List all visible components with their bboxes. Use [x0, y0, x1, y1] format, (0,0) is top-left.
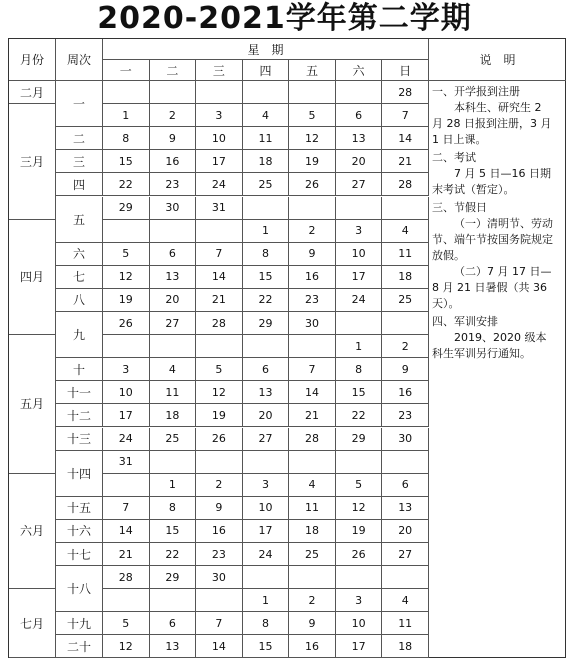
- day-cell: 5: [196, 358, 243, 381]
- week-label: 十二: [56, 404, 103, 427]
- day-cell: 12: [103, 266, 150, 289]
- day-cell: 19: [289, 150, 336, 173]
- day-cell: 9: [382, 358, 429, 381]
- week-label: 十五: [56, 497, 103, 520]
- day-cell: 30: [289, 312, 336, 335]
- day-cell: 18: [382, 266, 429, 289]
- day-cell: 16: [289, 266, 336, 289]
- week-label: 十八: [56, 566, 103, 612]
- week-label: 十九: [56, 612, 103, 635]
- week-label: 三: [56, 150, 103, 173]
- day-cell: 10: [336, 612, 383, 635]
- day-cell: 12: [289, 127, 336, 150]
- remark-heading: 四、军训安排: [432, 315, 498, 328]
- day-cell: 28: [196, 312, 243, 335]
- day-cell: [243, 197, 290, 220]
- day-cell: 24: [103, 428, 150, 451]
- header-remarks: 说 明: [429, 39, 566, 81]
- day-cell: 16: [150, 150, 197, 173]
- weekday-header: 五: [289, 60, 336, 81]
- remark-body: 2019、2020 级本科生军训另行通知。: [432, 331, 547, 360]
- weekday-header: 一: [103, 60, 150, 81]
- day-cell: [243, 451, 290, 474]
- week-label: 十七: [56, 543, 103, 566]
- day-cell: 18: [289, 520, 336, 543]
- day-cell: 17: [336, 635, 383, 658]
- week-label: 五: [56, 197, 103, 243]
- day-cell: 28: [289, 428, 336, 451]
- day-cell: 4: [382, 220, 429, 243]
- remark-body: （一）清明节、劳动节、端午节按国务院规定放假。: [432, 217, 553, 262]
- day-cell: 9: [196, 497, 243, 520]
- day-cell: 1: [336, 335, 383, 358]
- day-cell: [336, 197, 383, 220]
- day-cell: 12: [196, 381, 243, 404]
- day-cell: 1: [150, 474, 197, 497]
- week-label: 一: [56, 81, 103, 127]
- day-cell: 3: [336, 220, 383, 243]
- day-cell: [243, 81, 290, 104]
- month-label: 三月: [9, 104, 56, 220]
- day-cell: 29: [150, 566, 197, 589]
- day-cell: 14: [289, 381, 336, 404]
- day-cell: 6: [150, 243, 197, 266]
- day-cell: 20: [150, 289, 197, 312]
- day-cell: 15: [336, 381, 383, 404]
- day-cell: 29: [243, 312, 290, 335]
- day-cell: 25: [243, 173, 290, 196]
- day-cell: 7: [289, 358, 336, 381]
- day-cell: 12: [103, 635, 150, 658]
- day-cell: 4: [382, 589, 429, 612]
- week-label: 八: [56, 289, 103, 312]
- day-cell: 1: [243, 589, 290, 612]
- day-cell: 5: [289, 104, 336, 127]
- day-cell: 26: [289, 173, 336, 196]
- day-cell: 11: [150, 381, 197, 404]
- day-cell: [196, 589, 243, 612]
- day-cell: 23: [382, 404, 429, 427]
- day-cell: [103, 474, 150, 497]
- day-cell: 10: [196, 127, 243, 150]
- day-cell: 22: [336, 404, 383, 427]
- day-cell: [150, 81, 197, 104]
- day-cell: 11: [382, 243, 429, 266]
- remark-body: （二）7 月 17 日—8 月 21 日暑假（共 36 天）。: [432, 265, 552, 310]
- week-label: 十三: [56, 428, 103, 451]
- day-cell: 24: [196, 173, 243, 196]
- day-cell: 30: [150, 197, 197, 220]
- day-cell: 19: [196, 404, 243, 427]
- day-cell: [196, 451, 243, 474]
- day-cell: [289, 197, 336, 220]
- day-cell: 21: [196, 289, 243, 312]
- month-label: 四月: [9, 220, 56, 336]
- week-label: 十: [56, 358, 103, 381]
- day-cell: 9: [289, 243, 336, 266]
- day-cell: 5: [336, 474, 383, 497]
- day-cell: 27: [382, 543, 429, 566]
- remark-heading: 三、节假日: [432, 201, 487, 214]
- remark-heading: 二、考试: [432, 151, 476, 164]
- day-cell: 13: [336, 127, 383, 150]
- day-cell: 20: [382, 520, 429, 543]
- day-cell: 17: [243, 520, 290, 543]
- day-cell: [196, 335, 243, 358]
- day-cell: [382, 566, 429, 589]
- day-cell: 31: [103, 451, 150, 474]
- day-cell: 23: [150, 173, 197, 196]
- day-cell: 22: [150, 543, 197, 566]
- page-title: 2020-2021学年第二学期: [97, 1, 472, 36]
- day-cell: 16: [196, 520, 243, 543]
- week-label: 二: [56, 127, 103, 150]
- day-cell: [150, 220, 197, 243]
- day-cell: 3: [243, 474, 290, 497]
- day-cell: 14: [382, 127, 429, 150]
- day-cell: 17: [336, 266, 383, 289]
- header-month: 月份: [9, 39, 56, 81]
- day-cell: 24: [336, 289, 383, 312]
- day-cell: 11: [382, 612, 429, 635]
- day-cell: 12: [336, 497, 383, 520]
- day-cell: 26: [103, 312, 150, 335]
- day-cell: 20: [336, 150, 383, 173]
- week-label: 二十: [56, 635, 103, 658]
- day-cell: [243, 566, 290, 589]
- weekday-header: 二: [150, 60, 197, 81]
- day-cell: 16: [289, 635, 336, 658]
- day-cell: 26: [336, 543, 383, 566]
- header-weekday-group: 星 期: [103, 39, 429, 60]
- day-cell: 4: [150, 358, 197, 381]
- day-cell: 2: [150, 104, 197, 127]
- day-cell: [103, 81, 150, 104]
- day-cell: 10: [243, 497, 290, 520]
- day-cell: 7: [196, 243, 243, 266]
- day-cell: [289, 566, 336, 589]
- weekday-header: 六: [336, 60, 383, 81]
- day-cell: 18: [150, 404, 197, 427]
- remark-heading: 一、开学报到注册: [432, 85, 520, 98]
- day-cell: 8: [243, 243, 290, 266]
- day-cell: 22: [243, 289, 290, 312]
- day-cell: 8: [150, 497, 197, 520]
- day-cell: [289, 81, 336, 104]
- day-cell: 18: [243, 150, 290, 173]
- day-cell: 6: [382, 474, 429, 497]
- day-cell: 14: [103, 520, 150, 543]
- remarks-panel: [428, 80, 558, 620]
- day-cell: 13: [150, 266, 197, 289]
- day-cell: 27: [336, 173, 383, 196]
- week-label: 四: [56, 173, 103, 196]
- day-cell: 8: [336, 358, 383, 381]
- day-cell: 25: [382, 289, 429, 312]
- day-cell: 8: [103, 127, 150, 150]
- day-cell: 30: [382, 428, 429, 451]
- day-cell: [336, 451, 383, 474]
- day-cell: 9: [150, 127, 197, 150]
- day-cell: 15: [103, 150, 150, 173]
- day-cell: 28: [103, 566, 150, 589]
- day-cell: [150, 335, 197, 358]
- day-cell: 9: [289, 612, 336, 635]
- day-cell: [243, 335, 290, 358]
- day-cell: 31: [196, 197, 243, 220]
- day-cell: 8: [243, 612, 290, 635]
- day-cell: 14: [196, 266, 243, 289]
- day-cell: 6: [336, 104, 383, 127]
- day-cell: 5: [103, 243, 150, 266]
- day-cell: [150, 451, 197, 474]
- day-cell: 15: [150, 520, 197, 543]
- month-label: 七月: [9, 589, 56, 658]
- day-cell: [382, 197, 429, 220]
- day-cell: 13: [382, 497, 429, 520]
- day-cell: 7: [382, 104, 429, 127]
- day-cell: [336, 312, 383, 335]
- day-cell: 10: [336, 243, 383, 266]
- day-cell: 28: [382, 173, 429, 196]
- day-cell: 21: [382, 150, 429, 173]
- day-cell: 23: [289, 289, 336, 312]
- day-cell: 19: [103, 289, 150, 312]
- day-cell: 2: [196, 474, 243, 497]
- day-cell: 15: [243, 635, 290, 658]
- weekday-header: 四: [243, 60, 290, 81]
- day-cell: 4: [243, 104, 290, 127]
- day-cell: 11: [289, 497, 336, 520]
- month-label: 二月: [9, 81, 56, 104]
- day-cell: 3: [196, 104, 243, 127]
- day-cell: 28: [382, 81, 429, 104]
- day-cell: [336, 81, 383, 104]
- day-cell: 25: [289, 543, 336, 566]
- day-cell: 23: [196, 543, 243, 566]
- day-cell: 15: [243, 266, 290, 289]
- month-label: 五月: [9, 335, 56, 474]
- remark-body: 7 月 5 日—16 日期末考试（暂定）。: [432, 167, 551, 196]
- day-cell: 29: [336, 428, 383, 451]
- day-cell: [382, 451, 429, 474]
- day-cell: 3: [103, 358, 150, 381]
- day-cell: 17: [196, 150, 243, 173]
- day-cell: 5: [103, 612, 150, 635]
- week-label: 六: [56, 243, 103, 266]
- day-cell: [289, 451, 336, 474]
- month-label: 六月: [9, 474, 56, 590]
- weekday-header: 日: [382, 60, 429, 81]
- week-label: 十一: [56, 381, 103, 404]
- day-cell: [289, 335, 336, 358]
- week-label: 十六: [56, 520, 103, 543]
- day-cell: 13: [243, 381, 290, 404]
- day-cell: 6: [150, 612, 197, 635]
- day-cell: [103, 589, 150, 612]
- day-cell: 1: [103, 104, 150, 127]
- header-week: 周次: [56, 39, 103, 81]
- day-cell: [103, 335, 150, 358]
- day-cell: 22: [103, 173, 150, 196]
- day-cell: 2: [289, 220, 336, 243]
- day-cell: 7: [103, 497, 150, 520]
- day-cell: 20: [243, 404, 290, 427]
- remark-body: 本科生、研究生 2 月 28 日报到注册，3 月 1 日上课。: [432, 101, 552, 146]
- day-cell: 29: [103, 197, 150, 220]
- day-cell: [103, 220, 150, 243]
- day-cell: 27: [243, 428, 290, 451]
- day-cell: 18: [382, 635, 429, 658]
- day-cell: [196, 220, 243, 243]
- day-cell: 2: [289, 589, 336, 612]
- day-cell: 1: [243, 220, 290, 243]
- day-cell: 10: [103, 381, 150, 404]
- day-cell: 3: [336, 589, 383, 612]
- day-cell: 17: [103, 404, 150, 427]
- day-cell: 24: [243, 543, 290, 566]
- day-cell: 21: [289, 404, 336, 427]
- day-cell: [150, 589, 197, 612]
- day-cell: 13: [150, 635, 197, 658]
- week-label: 七: [56, 266, 103, 289]
- day-cell: 2: [382, 335, 429, 358]
- day-cell: 14: [196, 635, 243, 658]
- day-cell: 21: [103, 543, 150, 566]
- day-cell: 27: [150, 312, 197, 335]
- week-label: 十四: [56, 451, 103, 497]
- day-cell: 4: [289, 474, 336, 497]
- day-cell: 7: [196, 612, 243, 635]
- day-cell: 26: [196, 428, 243, 451]
- day-cell: 16: [382, 381, 429, 404]
- week-label: 九: [56, 312, 103, 358]
- day-cell: [336, 566, 383, 589]
- day-cell: 19: [336, 520, 383, 543]
- day-cell: [382, 312, 429, 335]
- day-cell: [196, 81, 243, 104]
- day-cell: 6: [243, 358, 290, 381]
- day-cell: 25: [150, 428, 197, 451]
- day-cell: 11: [243, 127, 290, 150]
- weekday-header: 三: [196, 60, 243, 81]
- day-cell: 30: [196, 566, 243, 589]
